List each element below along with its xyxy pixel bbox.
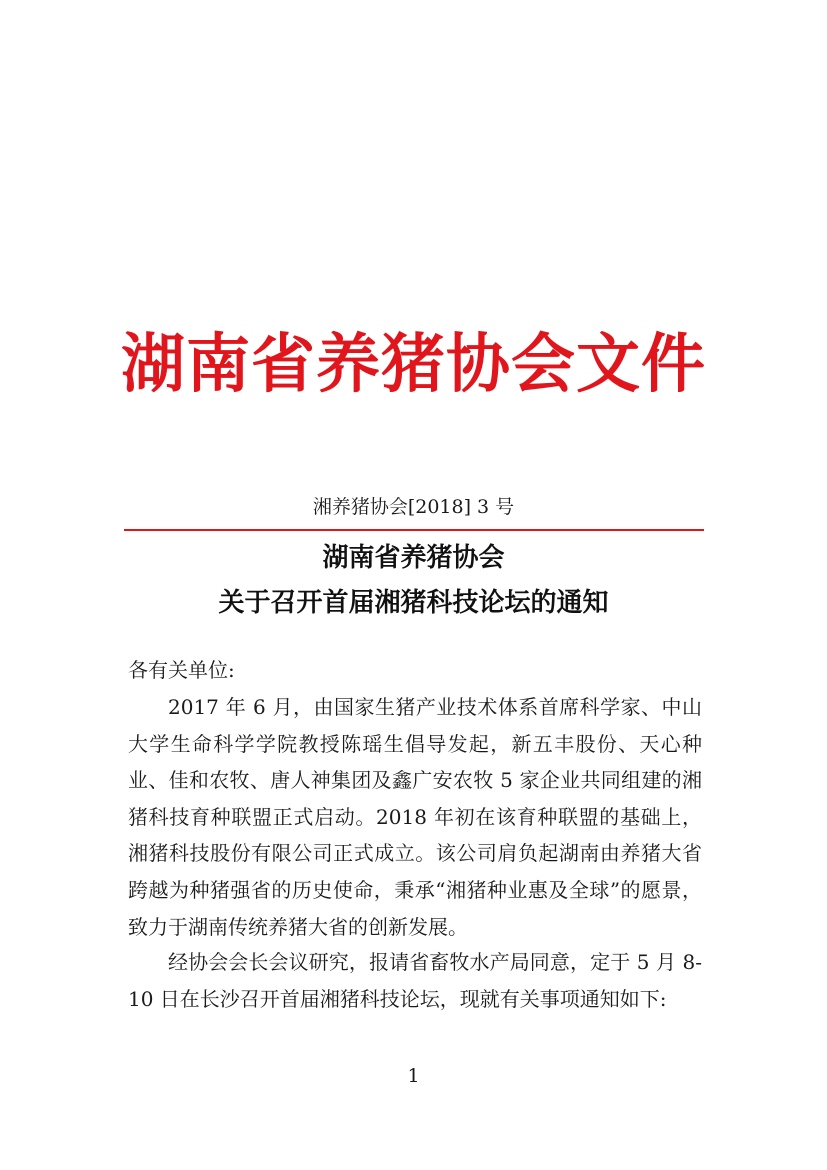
salutation: 各有关单位: <box>128 658 235 682</box>
notice-title-line-2: 关于召开首届湘猪科技论坛的通知 <box>218 588 609 618</box>
red-divider-line <box>124 529 704 531</box>
page-number: 1 <box>407 1065 420 1087</box>
notice-title-line-1: 湖南省养猪协会 <box>322 543 505 573</box>
red-masthead-title: 湖南省养猪协会文件 <box>121 327 706 402</box>
body-paragraph: 经协会会长会议研究，报请省畜牧水产局同意，定于 5 月 8-10 日在长沙召开首届湘猪科技论坛，现就有关事项通知如下: <box>128 950 702 1011</box>
body-paragraph: 2017 年 6 月，由国家生猪产业技术体系首席科学家、中山大学生命科学学院教授陈瑶生倡导发起，新五丰股份、天心种业、佳和农牧、唐人神集团及鑫广安农牧 5 家企业共同组建的湘猪科技育种联盟正式启动。2018 年初在该育种联盟的基础上，湘猪科技股份有限公司正式成立。该公司肩负起湖南由养猪大省跨越为种猪强省的历史使命，秉承“湘猪种业惠及全球”的愿景，致力于湖南传统养猪大省的创新发展。 <box>128 695 702 939</box>
document-number: 湘养猪协会[2018] 3 号 <box>312 496 515 518</box>
